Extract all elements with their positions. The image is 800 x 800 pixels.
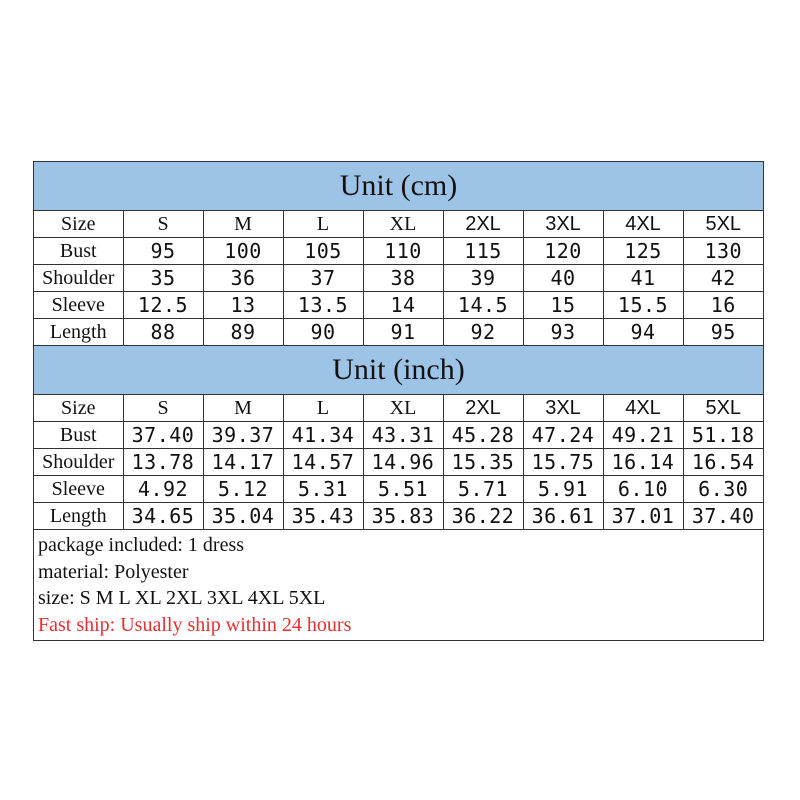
cm-cell: 105 <box>283 238 363 265</box>
cm-header-5xl: 5XL <box>683 211 763 238</box>
cm-header-size: Size <box>34 211 123 238</box>
cm-cell: 13 <box>203 292 283 319</box>
cm-row-label: Sleeve <box>34 292 123 319</box>
cm-row-bust <box>34 238 763 265</box>
size-chart <box>33 161 764 641</box>
cm-cell: 110 <box>363 238 443 265</box>
cm-unit-banner <box>34 162 763 211</box>
inch-cell: 43.31 <box>363 422 443 449</box>
inch-cell: 37.40 <box>123 422 203 449</box>
cm-row-sleeve <box>34 292 763 319</box>
cm-header-l: L <box>283 211 363 238</box>
inch-cell: 6.30 <box>683 476 763 503</box>
cm-cell: 38 <box>363 265 443 292</box>
inch-cell: 45.28 <box>443 422 523 449</box>
cm-cell: 42 <box>683 265 763 292</box>
cm-cell: 41 <box>603 265 683 292</box>
cm-cell: 15.5 <box>603 292 683 319</box>
inch-header-l: L <box>283 395 363 422</box>
inch-cell: 5.12 <box>203 476 283 503</box>
inch-cell: 51.18 <box>683 422 763 449</box>
inch-cell: 14.17 <box>203 449 283 476</box>
cm-cell: 115 <box>443 238 523 265</box>
cm-row-length <box>34 319 763 346</box>
inch-header-xl: XL <box>363 395 443 422</box>
inch-cell: 13.78 <box>123 449 203 476</box>
cm-cell: 90 <box>283 319 363 346</box>
cm-row-label: Bust <box>34 238 123 265</box>
cm-cell: 95 <box>683 319 763 346</box>
inch-cell: 37.01 <box>603 503 683 530</box>
inch-cell: 34.65 <box>123 503 203 530</box>
inch-cell: 35.43 <box>283 503 363 530</box>
cm-header-row <box>34 211 763 238</box>
inch-row-sleeve <box>34 476 763 503</box>
inch-cell: 5.71 <box>443 476 523 503</box>
cm-cell: 93 <box>523 319 603 346</box>
cm-unit-title: Unit (cm) <box>339 169 458 202</box>
inch-cell: 15.35 <box>443 449 523 476</box>
inch-header-row <box>34 395 763 422</box>
inch-row-length <box>34 503 763 530</box>
cm-cell: 35 <box>123 265 203 292</box>
inch-cell: 14.57 <box>283 449 363 476</box>
inch-header-m: M <box>203 395 283 422</box>
cm-cell: 91 <box>363 319 443 346</box>
inch-size-table <box>34 395 763 529</box>
inch-cell: 35.04 <box>203 503 283 530</box>
inch-cell: 14.96 <box>363 449 443 476</box>
cm-cell: 100 <box>203 238 283 265</box>
cm-cell: 15 <box>523 292 603 319</box>
inch-cell: 41.34 <box>283 422 363 449</box>
cm-cell: 39 <box>443 265 523 292</box>
cm-cell: 36 <box>203 265 283 292</box>
inch-cell: 16.54 <box>683 449 763 476</box>
cm-row-label: Shoulder <box>34 265 123 292</box>
inch-cell: 39.37 <box>203 422 283 449</box>
inch-header-4xl: 4XL <box>603 395 683 422</box>
cm-header-4xl: 4XL <box>603 211 683 238</box>
inch-cell: 5.91 <box>523 476 603 503</box>
cm-cell: 40 <box>523 265 603 292</box>
inch-cell: 5.31 <box>283 476 363 503</box>
cm-row-shoulder <box>34 265 763 292</box>
cm-size-table <box>34 211 763 345</box>
cm-cell: 14.5 <box>443 292 523 319</box>
cm-row-label: Length <box>34 319 123 346</box>
inch-cell: 16.14 <box>603 449 683 476</box>
cm-header-xl: XL <box>363 211 443 238</box>
cm-cell: 89 <box>203 319 283 346</box>
cm-cell: 120 <box>523 238 603 265</box>
inch-row-label: Shoulder <box>34 449 123 476</box>
inch-unit-title: Unit (inch) <box>332 353 465 386</box>
inch-row-label: Bust <box>34 422 123 449</box>
cm-cell: 130 <box>683 238 763 265</box>
cm-cell: 12.5 <box>123 292 203 319</box>
cm-cell: 13.5 <box>283 292 363 319</box>
cm-cell: 125 <box>603 238 683 265</box>
package-note: package included: 1 dress <box>38 534 245 556</box>
cm-cell: 94 <box>603 319 683 346</box>
inch-cell: 37.40 <box>683 503 763 530</box>
inch-header-s: S <box>123 395 203 422</box>
cm-header-m: M <box>203 211 283 238</box>
cm-cell: 92 <box>443 319 523 346</box>
inch-cell: 47.24 <box>523 422 603 449</box>
inch-header-2xl: 2XL <box>443 395 523 422</box>
inch-cell: 4.92 <box>123 476 203 503</box>
inch-unit-banner <box>34 346 763 395</box>
size-list-note: size: S M L XL 2XL 3XL 4XL 5XL <box>38 587 326 609</box>
inch-cell: 35.83 <box>363 503 443 530</box>
cm-cell: 88 <box>123 319 203 346</box>
inch-cell: 6.10 <box>603 476 683 503</box>
cm-cell: 37 <box>283 265 363 292</box>
cm-cell: 14 <box>363 292 443 319</box>
cm-header-2xl: 2XL <box>443 211 523 238</box>
cm-table-wrap <box>34 211 763 346</box>
cm-cell: 16 <box>683 292 763 319</box>
cm-header-3xl: 3XL <box>523 211 603 238</box>
cm-cell: 95 <box>123 238 203 265</box>
inch-cell: 49.21 <box>603 422 683 449</box>
inch-cell: 5.51 <box>363 476 443 503</box>
inch-row-label: Length <box>34 503 123 530</box>
inch-table-wrap <box>34 395 763 530</box>
material-note: material: Polyester <box>38 560 189 583</box>
inch-cell: 15.75 <box>523 449 603 476</box>
inch-header-3xl: 3XL <box>523 395 603 422</box>
inch-header-5xl: 5XL <box>683 395 763 422</box>
inch-cell: 36.61 <box>523 503 603 530</box>
inch-row-shoulder <box>34 449 763 476</box>
inch-row-bust <box>34 422 763 449</box>
inch-cell: 36.22 <box>443 503 523 530</box>
inch-row-label: Sleeve <box>34 476 123 503</box>
shipping-note: Fast ship: Usually ship within 24 hours <box>38 613 352 636</box>
cm-header-s: S <box>123 211 203 238</box>
inch-header-size: Size <box>34 395 123 422</box>
product-notes <box>34 530 763 640</box>
